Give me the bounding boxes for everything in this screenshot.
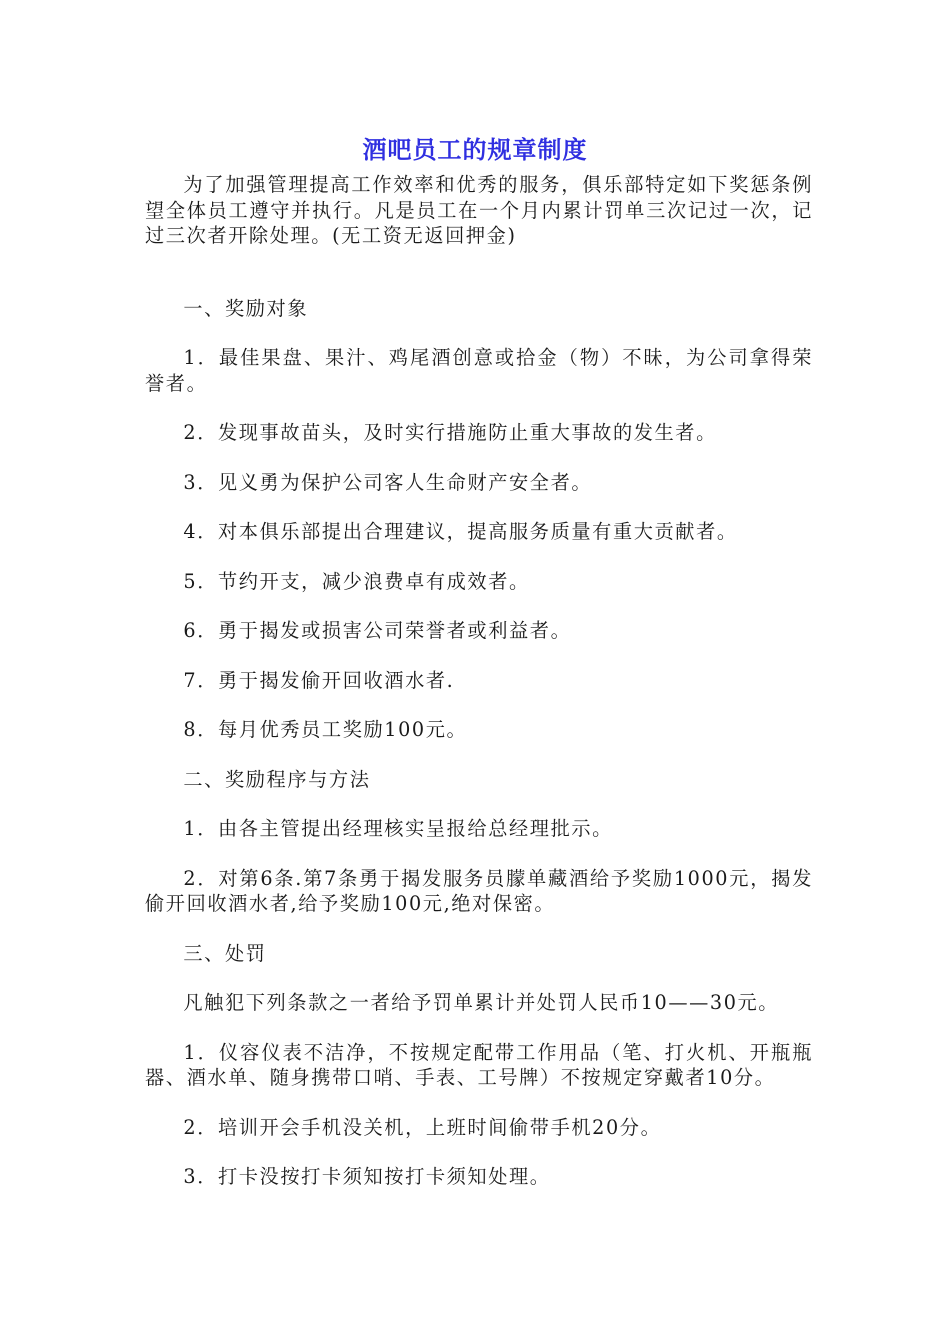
reward-item-3: 3．见义勇为保护公司客人生命财产安全者。 — [183, 470, 593, 494]
reward-item-4: 4．对本俱乐部提出合理建议，提高服务质量有重大贡献者。 — [183, 520, 738, 543]
section-heading-rewards: 一、奖励对象 — [183, 296, 309, 320]
reward-item-5: 5．节约开支，减少浪费卓有成效者。 — [183, 569, 530, 593]
procedure-item-1: 1．由各主管提出经理核实呈报给总经理批示。 — [183, 817, 613, 840]
reward-item-1: 1．最佳果盘、果汁、鸡尾酒创意或拾金（物）不昧，为公司拿得荣誉者。 — [145, 346, 813, 395]
penalty-item-1: 1．仪容仪表不洁净，不按规定配带工作用品（笔、打火机、开瓶瓶器、酒水单、随身携带口哨、手表、工号牌）不按规定穿戴者10分。 — [145, 1040, 813, 1089]
intro-paragraph: 为了加强管理提高工作效率和优秀的服务，俱乐部特定如下奖惩条例望全体员工遵守并执行。凡是员工在一个月内累计罚单三次记过一次，记过三次者开除处理。(无工资无返回押金) — [145, 173, 813, 247]
section-heading-penalties: 三、处罚 — [183, 941, 267, 965]
section-heading-reward-procedure: 二、奖励程序与方法 — [183, 767, 371, 791]
penalty-item-3: 3．打卡没按打卡须知按打卡须知处理。 — [183, 1165, 551, 1188]
reward-item-8: 8．每月优秀员工奖励100元。 — [183, 718, 468, 741]
reward-item-2: 2．发现事故苗头，及时实行措施防止重大事故的发生者。 — [183, 421, 717, 444]
reward-item-6: 6．勇于揭发或损害公司荣誉者或利益者。 — [183, 619, 572, 642]
document-body — [145, 172, 813, 1214]
penalty-intro: 凡触犯下列条款之一者给予罚单累计并处罚人民币10——30元。 — [183, 991, 780, 1014]
penalty-item-2: 2．培训开会手机没关机，上班时间偷带手机20分。 — [183, 1115, 662, 1139]
document-title: 酒吧员工的规章制度 — [362, 136, 588, 164]
procedure-item-2: 2．对第6条.第7条勇于揭发服务员朦单藏酒给予奖励1000元，揭发偷开回收酒水者,给予奖励100元,绝对保密。 — [145, 866, 813, 915]
reward-item-7: 7．勇于揭发偷开回收酒水者. — [183, 668, 455, 692]
